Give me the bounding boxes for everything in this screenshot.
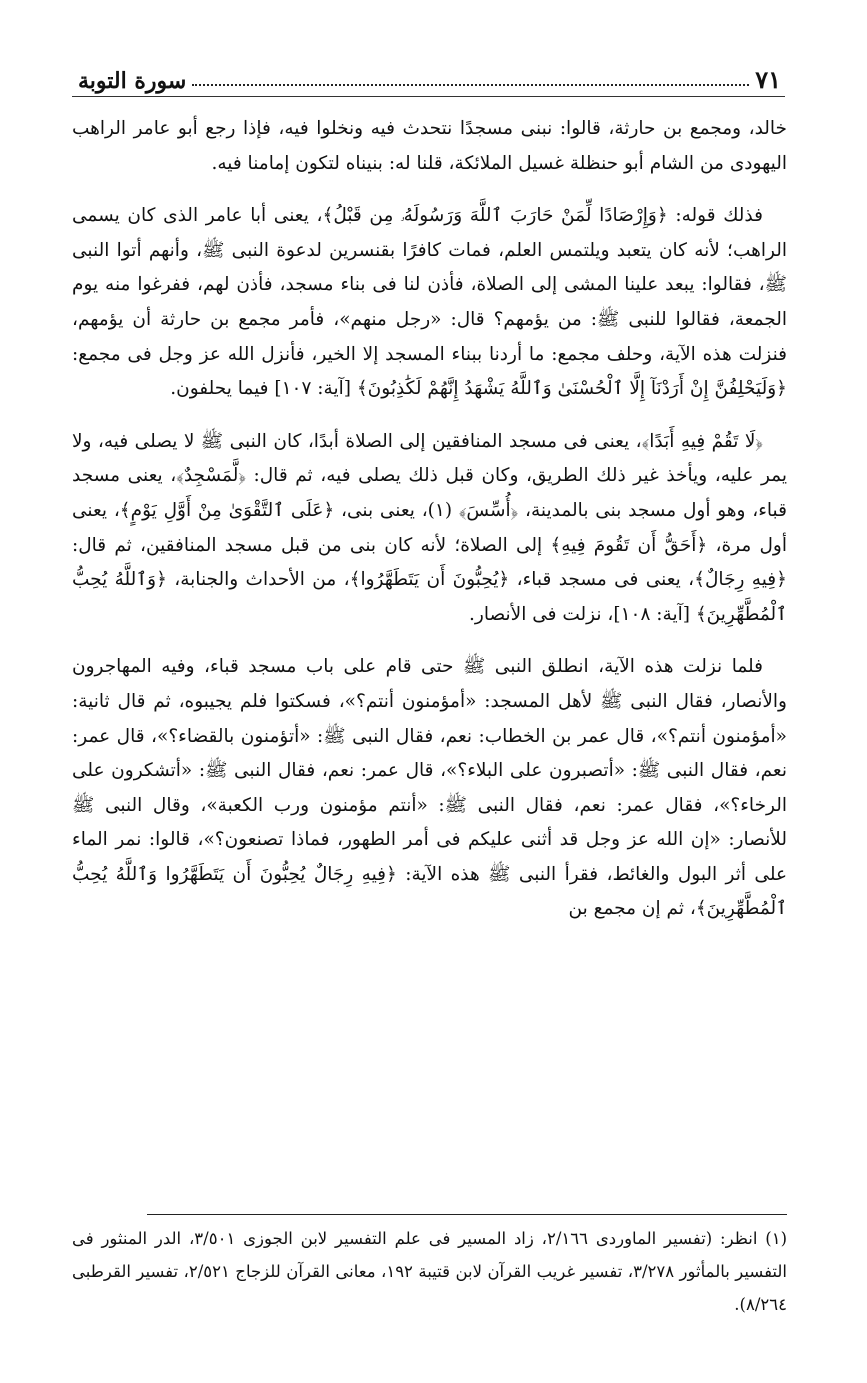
footnotes bbox=[72, 1222, 787, 1321]
paragraph: فذلك قوله: ﴿وَإِرْصَادًا لِّمَنْ حَارَبَ ٱللَّهَ وَرَسُولَهُۥ مِن قَبْلُ﴾، يعنى أبا عامر الذى كان يسمى الراهب؛ لأنه كان يتعبد ويلتمس العلم، فمات كافرًا بقنسرين لدعوة النبى ﷺ، وأنهم أتوا النبى ﷺ، فقالوا: يبعد علينا المشى إلى الصلاة، فأذن لنا فى بناء مسجد، فأذن لهم، ففرغوا منه يوم الجمعة، فقالوا للنبى ﷺ: من يؤمهم؟ قال: «رجل منهم»، فأمر مجمع بن حارثة أن يؤمهم، فنزلت هذه الآية، وحلف مجمع: ما أردنا ببناء المسجد إلا الخير، فأنزل الله عز وجل فى مجمع: ﴿وَلَيَحْلِفُنَّ إِنْ أَرَدْنَآ إِلَّا ٱلْحُسْنَىٰ وَٱللَّهُ يَشْهَدُ إِنَّهُمْ لَكَٰذِبُونَ﴾ [آية: ١٠٧] فيما يحلفون. bbox=[72, 205, 787, 400]
header-rule bbox=[72, 96, 785, 97]
page-number: ٧١ bbox=[755, 65, 781, 94]
paragraph: فلما نزلت هذه الآية، انطلق النبى ﷺ حتى قام على باب مسجد قباء، وفيه المهاجرون والأنصار، فقال النبى ﷺ لأهل المسجد: «أمؤمنون أنتم؟»، فسكتوا فلم يجيبوه، ثم قال ثانية: «أمؤمنون أنتم؟»، قال عمر بن الخطاب: نعم، فقال النبى ﷺ: «أتؤمنون بالقضاء؟»، قال عمر: نعم، فقال النبى ﷺ: «أتصبرون على البلاء؟»، قال عمر: نعم، فقال النبى ﷺ: «أتشكرون على الرخاء؟»، فقال عمر: نعم، فقال النبى ﷺ: «أنتم مؤمنون ورب الكعبة»، وقال النبى ﷺ للأنصار: «إن الله عز وجل قد أثنى عليكم فى أمر الطهور، فماذا تصنعون؟»، قالوا: نمر الماء على أثر البول والغائط، فقرأ النبى ﷺ هذه الآية: ﴿فِيهِ رِجَالٌ يُحِبُّونَ أَن يَتَطَهَّرُوا وَٱللَّهُ يُحِبُّ ٱلْمُطَّهِّرِينَ﴾، ثم إن مجمع بن bbox=[72, 656, 787, 920]
header-dotted-leader bbox=[192, 83, 749, 86]
footnote: (١) انظر: (تفسير الماوردى ٢/١٦٦، زاد المسير فى علم التفسير لابن الجوزى ٣/٥٠١، الدر المنثور فى التفسير بالمأثور ٣/٢٧٨، تفسير غريب القرآن لابن قتيبة ١٩٢، معانى القرآن للزجاج ٢/٥٢١، تفسير القرطبى ٨/٢٦٤). bbox=[72, 1229, 788, 1314]
paragraph: ﴿لَا تَقُمْ فِيهِ أَبَدًا﴾، يعنى فى مسجد المنافقين إلى الصلاة أبدًا، كان النبى ﷺ لا يصلى فيه، ولا يمر عليه، ويأخذ غير ذلك الطريق، وكان قبل ذلك يصلى فيه، ثم قال: ﴿لَّمَسْجِدٌ﴾، يعنى مسجد قباء، وهو أول مسجد بنى بالمدينة، ﴿أُسِّسَ﴾ (١)، يعنى بنى، ﴿عَلَى ٱلتَّقْوَىٰ مِنْ أَوَّلِ يَوْمٍ﴾، يعنى أول مرة، ﴿أَحَقُّ أَن تَقُومَ فِيهِ﴾ إلى الصلاة؛ لأنه كان بنى من قبل مسجد المنافقين، ثم قال: ﴿فِيهِ رِجَالٌ﴾، يعنى فى مسجد قباء، ﴿يُحِبُّونَ أَن يَتَطَهَّرُوا﴾، من الأحداث والجنابة، ﴿وَٱللَّهُ يُحِبُّ ٱلْمُطَّهِّرِينَ﴾ [آية: ١٠٨]، نزلت فى الأنصار. bbox=[72, 430, 787, 625]
main-text bbox=[72, 112, 787, 945]
footnote-separator bbox=[147, 1214, 787, 1215]
page-header bbox=[72, 58, 785, 94]
surah-title: سورة التوبة bbox=[78, 68, 187, 94]
paragraph: خالد، ومجمع بن حارثة، قالوا: نبنى مسجدًا نتحدث فيه ونخلوا فيه، فإذا رجع أبو عامر الراهب اليهودى من الشام أبو حنظلة غسيل الملائكة، قلنا له: بنيناه لتكون إمامنا فيه. bbox=[72, 118, 787, 174]
